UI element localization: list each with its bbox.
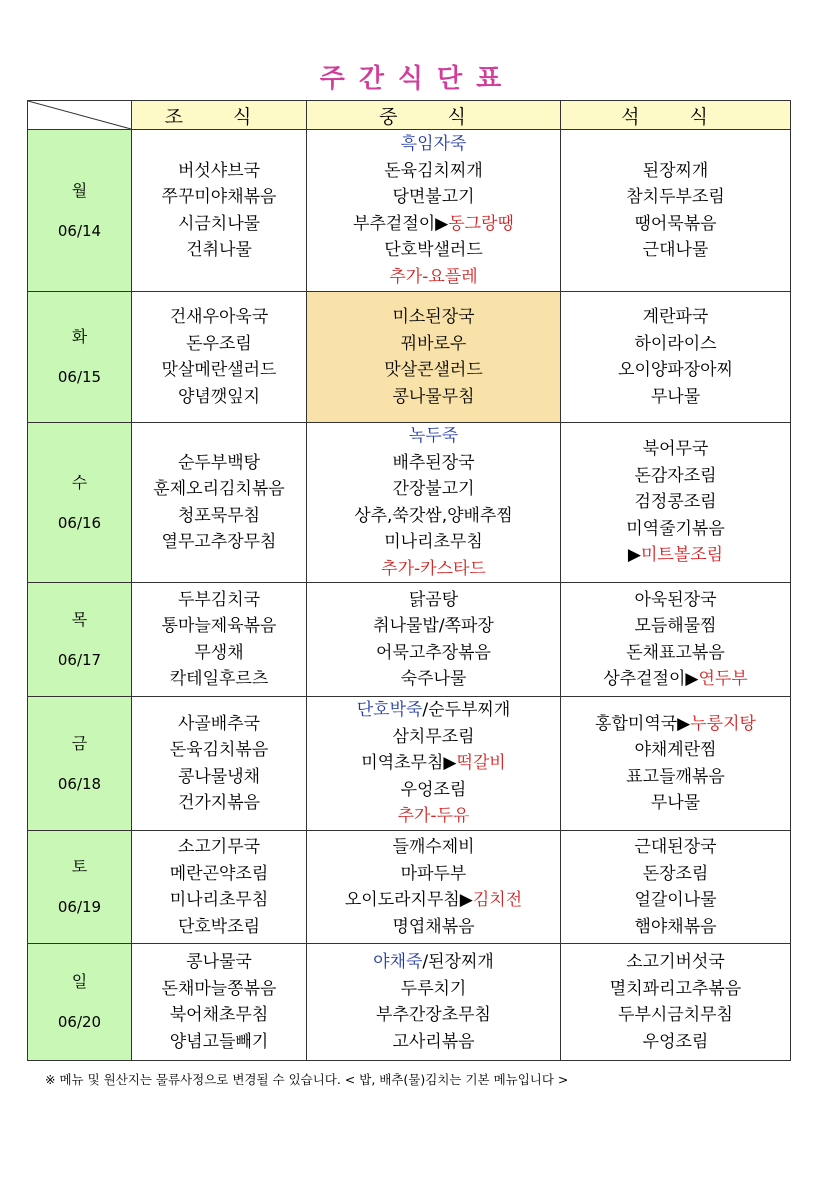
day-row bbox=[28, 583, 791, 697]
corner-cell bbox=[28, 101, 132, 130]
lunch-cell bbox=[307, 130, 561, 292]
menu-item-text: /순두부찌개 bbox=[422, 700, 511, 721]
menu-item bbox=[307, 237, 560, 264]
menu-item-text: 두부김치국 bbox=[177, 589, 261, 610]
menu-item-text: 꿔바로우 bbox=[400, 333, 467, 354]
menu-item-text: 땡어묵볶음 bbox=[634, 213, 717, 234]
menu-item-text: 콩나물냉채 bbox=[177, 766, 261, 787]
menu-item bbox=[307, 529, 560, 556]
menu-item-text: 떡갈비 bbox=[456, 753, 506, 774]
menu-item bbox=[307, 697, 560, 724]
menu-item bbox=[561, 737, 790, 764]
menu-item-text: 통마늘제육볶음 bbox=[161, 616, 277, 636]
menu-item bbox=[307, 1029, 560, 1056]
menu-item bbox=[132, 949, 306, 976]
day-date: 06/20 bbox=[57, 1013, 102, 1031]
menu-item bbox=[307, 384, 560, 411]
menu-item-text: 근대나물 bbox=[642, 240, 709, 260]
day-row bbox=[28, 697, 791, 831]
day-row bbox=[28, 130, 791, 292]
breakfast-cell bbox=[132, 831, 307, 944]
menu-item bbox=[307, 803, 560, 830]
menu-item-text: 상추겉절이▶ bbox=[603, 669, 699, 689]
menu-item bbox=[132, 711, 306, 738]
menu-item bbox=[307, 587, 560, 614]
menu-item-text: 우엉조림 bbox=[642, 1031, 709, 1052]
menu-item-text: 미나리초무침 bbox=[169, 890, 269, 910]
menu-item bbox=[132, 331, 306, 358]
menu-item-text: 야채죽 bbox=[373, 952, 423, 972]
day-cell bbox=[28, 423, 132, 583]
menu-item-text: 간장불고기 bbox=[392, 479, 475, 499]
menu-item-text: 칵테일후르츠 bbox=[169, 669, 269, 689]
menu-item-text: 사골배추국 bbox=[177, 713, 261, 734]
menu-item bbox=[132, 304, 306, 331]
menu-item-text: 근대된장국 bbox=[634, 837, 717, 857]
day-name: 월 bbox=[71, 180, 88, 200]
menu-item bbox=[561, 914, 790, 941]
menu-item-text: 고사리볶음 bbox=[392, 1031, 475, 1052]
day-date: 06/18 bbox=[57, 774, 102, 793]
menu-item-text: 명엽채볶음 bbox=[392, 916, 475, 937]
menu-item bbox=[561, 834, 790, 861]
menu-item-text: 추가-두유 bbox=[397, 806, 470, 827]
menu-item bbox=[132, 914, 306, 941]
menu-item bbox=[307, 949, 560, 976]
menu-item-text: 미소된장국 bbox=[392, 307, 475, 327]
menu-item bbox=[561, 887, 790, 914]
menu-item bbox=[132, 184, 306, 211]
menu-item-text: 된장찌개 bbox=[642, 160, 709, 181]
menu-item bbox=[307, 503, 560, 530]
menu-item-text: 북어채초무침 bbox=[169, 1005, 269, 1025]
menu-item bbox=[132, 613, 306, 640]
menu-item bbox=[132, 237, 306, 264]
menu-item-text: 부추간장초무침 bbox=[376, 1005, 491, 1025]
menu-item-text: 홍합미역국▶ bbox=[595, 713, 691, 734]
menu-item-text: 무나물 bbox=[650, 793, 701, 813]
menu-item bbox=[132, 211, 306, 238]
menu-item-text: 순두부백탕 bbox=[177, 452, 261, 473]
menu-item bbox=[561, 304, 790, 331]
menu-item-text: 누룽지탕 bbox=[690, 713, 756, 734]
menu-item-text: 부추겉절이▶ bbox=[353, 213, 449, 234]
breakfast-cell bbox=[132, 423, 307, 583]
menu-item-text: 미나리초무침 bbox=[384, 532, 483, 552]
day-name: 화 bbox=[71, 327, 88, 346]
menu-item-text: 건가지볶음 bbox=[177, 793, 261, 813]
menu-item bbox=[561, 949, 790, 976]
breakfast-cell bbox=[132, 292, 307, 423]
menu-item bbox=[132, 887, 306, 914]
menu-item-text: 콩나물국 bbox=[186, 952, 252, 972]
day-name: 일 bbox=[71, 972, 88, 991]
dinner-cell bbox=[561, 583, 791, 697]
menu-item-text: 두부시금치무침 bbox=[618, 1005, 733, 1025]
menu-item-text: 양념깻잎지 bbox=[177, 386, 261, 407]
menu-item bbox=[132, 357, 306, 384]
menu-item bbox=[561, 861, 790, 888]
menu-item-text: 맛살메란샐러드 bbox=[161, 360, 277, 380]
dinner-cell bbox=[561, 697, 791, 831]
menu-item bbox=[132, 737, 306, 764]
menu-item-text: 돈채마늘쫑볶음 bbox=[161, 978, 277, 999]
lunch-cell bbox=[307, 831, 561, 944]
day-cell bbox=[28, 583, 132, 697]
menu-item bbox=[307, 750, 560, 777]
breakfast-cell bbox=[132, 130, 307, 292]
menu-item bbox=[561, 237, 790, 264]
menu-item-text: 소고기버섯국 bbox=[626, 952, 725, 972]
menu-item-text: 들깨수제비 bbox=[392, 837, 475, 857]
menu-item bbox=[561, 1029, 790, 1056]
day-date: 06/17 bbox=[57, 650, 102, 669]
footnote: ※ 메뉴 및 원산지는 물류사정으로 변경될 수 있습니다. < 밥, 배추(물)김치는 기본 메뉴입니다 > bbox=[45, 1072, 569, 1087]
menu-item bbox=[132, 640, 306, 667]
menu-item bbox=[561, 790, 790, 817]
menu-item-text: 우엉조림 bbox=[400, 779, 467, 800]
menu-item-text: 돈육김치볶음 bbox=[169, 740, 269, 760]
day-row bbox=[28, 831, 791, 944]
menu-item-text: 오이도라지무침▶ bbox=[344, 890, 473, 910]
lunch-cell bbox=[307, 292, 561, 423]
menu-item-text: 무생채 bbox=[194, 642, 244, 663]
menu-item-text: 동그랑땡 bbox=[448, 213, 514, 234]
menu-item bbox=[307, 556, 560, 583]
menu-item-text: 맛살콘샐러드 bbox=[384, 360, 483, 380]
weekly-menu-table bbox=[27, 100, 791, 1061]
menu-item bbox=[307, 211, 560, 238]
menu-item-text: 검정콩조림 bbox=[634, 492, 717, 513]
menu-item-text: 추가-카스타드 bbox=[381, 558, 486, 579]
menu-item-text: 소고기무국 bbox=[177, 837, 261, 857]
menu-item bbox=[561, 542, 790, 569]
day-name: 토 bbox=[71, 857, 88, 876]
day-name: 금 bbox=[71, 733, 88, 753]
menu-item-text: 시금치나물 bbox=[177, 213, 261, 234]
menu-item bbox=[307, 1002, 560, 1029]
menu-item bbox=[307, 861, 560, 888]
menu-item-text: 당면불고기 bbox=[392, 187, 475, 207]
menu-item bbox=[561, 1002, 790, 1029]
menu-item-text: 건취나물 bbox=[186, 240, 252, 260]
day-date: 06/19 bbox=[57, 898, 102, 916]
menu-item-text: 연두부 bbox=[698, 669, 748, 689]
menu-item bbox=[307, 976, 560, 1003]
menu-item-text: 모듬해물찜 bbox=[634, 616, 717, 636]
menu-item bbox=[307, 423, 560, 450]
menu-item bbox=[307, 666, 560, 693]
menu-item bbox=[307, 450, 560, 477]
menu-item-text: 두루치기 bbox=[400, 978, 467, 999]
menu-item bbox=[132, 587, 306, 614]
menu-item-text: 멸치꽈리고추볶음 bbox=[609, 978, 742, 999]
menu-item-text: 어묵고추장볶음 bbox=[376, 642, 491, 663]
menu-item bbox=[132, 666, 306, 693]
menu-item bbox=[307, 724, 560, 751]
lunch-cell bbox=[307, 697, 561, 831]
menu-item-text: 상추,쑥갓쌈,양배추찜 bbox=[354, 505, 513, 526]
menu-item bbox=[132, 1029, 306, 1056]
dinner-cell bbox=[561, 423, 791, 583]
menu-item bbox=[307, 777, 560, 804]
breakfast-cell bbox=[132, 697, 307, 831]
menu-item bbox=[307, 158, 560, 185]
menu-item bbox=[132, 790, 306, 817]
menu-item bbox=[307, 131, 560, 158]
menu-item bbox=[132, 476, 306, 503]
header-breakfast: 조 식 bbox=[132, 101, 307, 130]
menu-item-text: 건새우아욱국 bbox=[169, 307, 269, 327]
header-dinner: 석 식 bbox=[561, 101, 791, 130]
day-row bbox=[28, 292, 791, 423]
menu-item-text: 얼갈이나물 bbox=[634, 890, 717, 910]
menu-item-text: 미역초무침▶ bbox=[361, 753, 457, 774]
menu-item-text: 하이라이스 bbox=[634, 333, 717, 354]
menu-item-text: 김치전 bbox=[472, 890, 523, 910]
day-date: 06/14 bbox=[57, 221, 102, 240]
day-cell bbox=[28, 292, 132, 423]
menu-item-text: 닭곰탕 bbox=[408, 589, 459, 610]
menu-item bbox=[561, 463, 790, 490]
menu-item-text: 북어무국 bbox=[642, 439, 709, 460]
menu-item-text: 추가-요플레 bbox=[389, 266, 478, 287]
menu-item bbox=[132, 158, 306, 185]
menu-item-text: 삼치무조림 bbox=[392, 726, 475, 747]
menu-item-text: 돈채표고볶음 bbox=[626, 642, 725, 663]
menu-item bbox=[561, 489, 790, 516]
menu-item bbox=[561, 184, 790, 211]
menu-item bbox=[561, 764, 790, 791]
menu-item bbox=[132, 384, 306, 411]
menu-item-text: 햄야채볶음 bbox=[634, 916, 717, 937]
day-cell bbox=[28, 944, 132, 1061]
menu-item bbox=[307, 331, 560, 358]
day-cell bbox=[28, 697, 132, 831]
menu-item bbox=[561, 587, 790, 614]
menu-item bbox=[561, 711, 790, 738]
menu-item-text: 단호박샐러드 bbox=[384, 240, 483, 260]
day-row bbox=[28, 423, 791, 583]
day-cell bbox=[28, 831, 132, 944]
page-title: 주간식단표 bbox=[319, 64, 516, 94]
menu-item-text: 열무고추장무침 bbox=[161, 532, 277, 552]
menu-item bbox=[307, 613, 560, 640]
menu-item bbox=[561, 331, 790, 358]
menu-item bbox=[561, 158, 790, 185]
menu-item bbox=[561, 976, 790, 1003]
menu-item bbox=[307, 476, 560, 503]
menu-item-text: 쭈꾸미야채볶음 bbox=[161, 187, 277, 207]
menu-item-text: 콩나물무침 bbox=[392, 386, 475, 407]
menu-item-text: 무나물 bbox=[650, 386, 701, 407]
dinner-cell bbox=[561, 944, 791, 1061]
lunch-cell bbox=[307, 944, 561, 1061]
day-name: 목 bbox=[71, 609, 88, 629]
menu-item bbox=[132, 450, 306, 477]
menu-item bbox=[307, 887, 560, 914]
menu-item bbox=[132, 834, 306, 861]
menu-item bbox=[561, 211, 790, 238]
menu-item bbox=[561, 357, 790, 384]
menu-item-text: 오이양파장아찌 bbox=[618, 360, 733, 380]
menu-item bbox=[132, 976, 306, 1003]
menu-item-text: 녹두죽 bbox=[408, 426, 459, 446]
day-date: 06/16 bbox=[57, 513, 102, 532]
menu-item bbox=[132, 764, 306, 791]
lunch-cell bbox=[307, 583, 561, 697]
menu-item-text: 취나물밥/쪽파장 bbox=[373, 616, 494, 636]
menu-item-text: 훈제오리김치볶음 bbox=[153, 479, 285, 499]
header-lunch: 중 식 bbox=[307, 101, 561, 130]
menu-item-text: 버섯샤브국 bbox=[177, 160, 261, 181]
day-row bbox=[28, 944, 791, 1061]
menu-item bbox=[561, 613, 790, 640]
menu-item bbox=[561, 516, 790, 543]
menu-item-text: ▶ bbox=[627, 545, 641, 566]
menu-item-text: 메란곤약조림 bbox=[169, 863, 269, 884]
dinner-cell bbox=[561, 831, 791, 944]
menu-item-text: 돈육김치찌개 bbox=[384, 160, 483, 181]
day-date: 06/15 bbox=[57, 368, 102, 386]
menu-item-text: 계란파국 bbox=[642, 307, 709, 327]
menu-item-text: 숙주나물 bbox=[400, 669, 467, 689]
menu-item bbox=[307, 184, 560, 211]
menu-item-text: 단호박조림 bbox=[177, 916, 261, 937]
menu-item-text: 표고들깨볶음 bbox=[626, 766, 725, 787]
menu-item-text: 마파두부 bbox=[400, 863, 467, 884]
menu-item-text: 미트볼조림 bbox=[640, 545, 724, 566]
menu-item-text: /된장찌개 bbox=[422, 952, 494, 972]
menu-item-text: 돈우조림 bbox=[186, 333, 252, 354]
breakfast-cell bbox=[132, 944, 307, 1061]
menu-item bbox=[307, 264, 560, 291]
menu-item-text: 아욱된장국 bbox=[634, 589, 717, 610]
menu-item bbox=[307, 357, 560, 384]
menu-item-text: 미역줄기볶음 bbox=[626, 518, 725, 539]
breakfast-cell bbox=[132, 583, 307, 697]
dinner-cell bbox=[561, 130, 791, 292]
menu-item bbox=[307, 914, 560, 941]
menu-item bbox=[307, 640, 560, 667]
menu-item-text: 청포묵무침 bbox=[177, 505, 261, 526]
menu-item bbox=[132, 503, 306, 530]
day-cell bbox=[28, 130, 132, 292]
menu-item bbox=[307, 834, 560, 861]
day-name: 수 bbox=[71, 472, 88, 492]
menu-item-text: 단호박죽 bbox=[356, 700, 423, 721]
header-row bbox=[28, 101, 791, 130]
menu-item-text: 배추된장국 bbox=[392, 452, 475, 473]
lunch-cell bbox=[307, 423, 561, 583]
menu-item bbox=[561, 666, 790, 693]
menu-item-text: 양념고들빼기 bbox=[169, 1031, 269, 1052]
menu-item bbox=[561, 640, 790, 667]
menu-item-text: 돈감자조림 bbox=[634, 465, 717, 486]
menu-item-text: 참치두부조림 bbox=[626, 187, 725, 207]
menu-item bbox=[132, 529, 306, 556]
menu-item-text: 흑임자죽 bbox=[400, 134, 467, 154]
menu-item-text: 돈장조림 bbox=[642, 863, 709, 884]
menu-item bbox=[307, 304, 560, 331]
menu-item bbox=[132, 1002, 306, 1029]
menu-item bbox=[561, 384, 790, 411]
menu-item bbox=[561, 436, 790, 463]
menu-item bbox=[132, 861, 306, 888]
dinner-cell bbox=[561, 292, 791, 423]
diagonal-line bbox=[28, 101, 131, 129]
menu-item-text: 야채계란찜 bbox=[634, 740, 717, 760]
